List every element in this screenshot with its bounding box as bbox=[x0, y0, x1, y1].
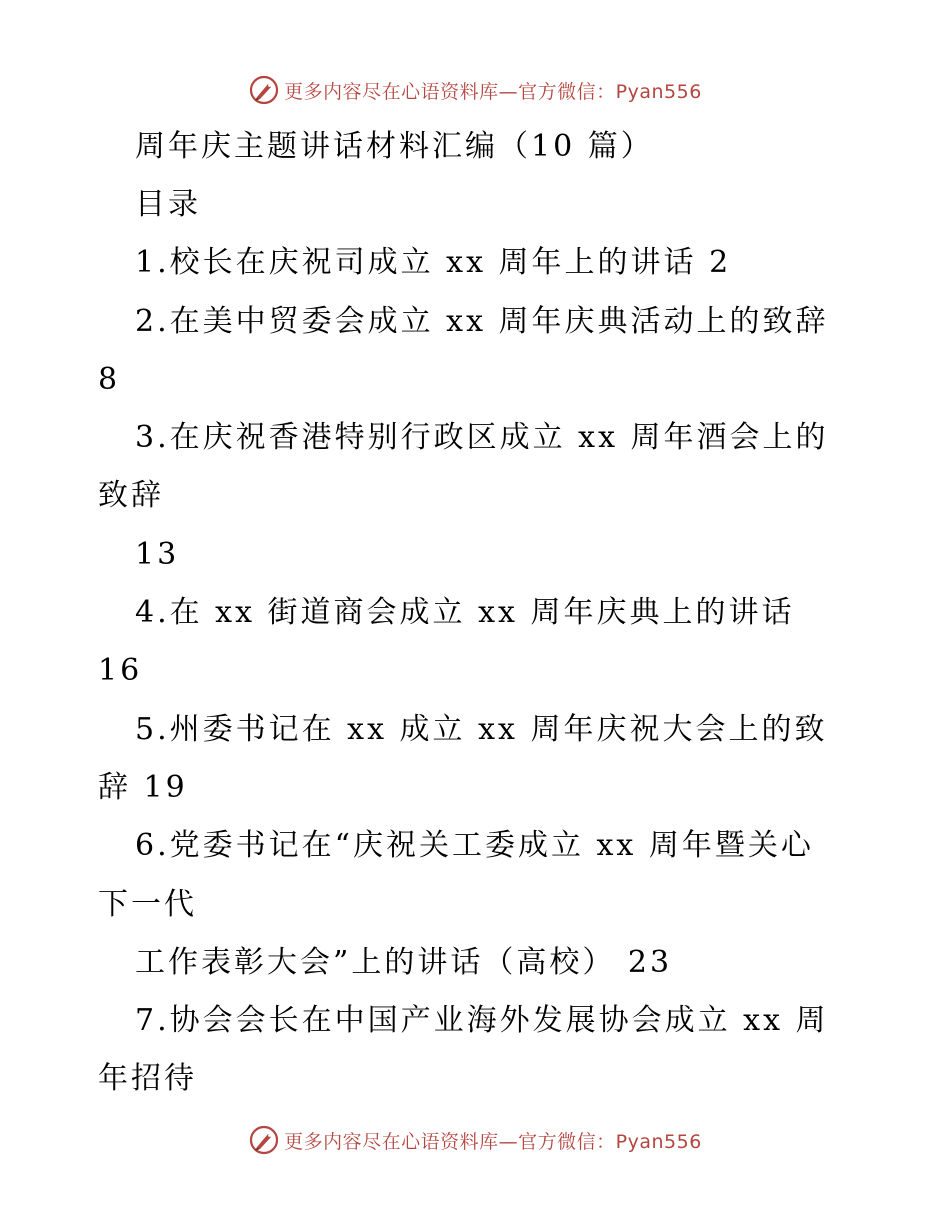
toc-entry-7: 7.协会会长在中国产业海外发展协会成立 xx 周 bbox=[135, 1003, 829, 1038]
pen-logo-icon bbox=[248, 74, 280, 106]
toc-entry-2-page: 8 bbox=[98, 362, 121, 397]
toc-entry-3: 3.在庆祝香港特别行政区成立 xx 周年酒会上的 bbox=[135, 420, 829, 455]
toc-entry-7-cont: 年招待 bbox=[98, 1061, 197, 1096]
toc-entry-1: 1.校长在庆祝司成立 xx 周年上的讲话 2 bbox=[135, 245, 732, 280]
header-watermark bbox=[0, 70, 950, 110]
document-title: 周年庆主题讲话材料汇编（10 篇） bbox=[135, 129, 654, 164]
toc-entry-5: 5.州委书记在 xx 成立 xx 周年庆祝大会上的致 bbox=[135, 712, 828, 747]
toc-entry-3-cont: 致辞 bbox=[98, 478, 164, 513]
toc-entry-6: 6.党委书记在“庆祝关工委成立 xx 周年暨关心 bbox=[135, 828, 814, 863]
toc-entry-4-page: 16 bbox=[98, 653, 143, 688]
toc-entry-4: 4.在 xx 街道商会成立 xx 周年庆典上的讲话 bbox=[135, 595, 795, 630]
toc-entry-3-page: 13 bbox=[135, 537, 180, 572]
toc-entry-2: 2.在美中贸委会成立 xx 周年庆典活动上的致辞 bbox=[135, 304, 829, 339]
pen-logo-icon bbox=[248, 1124, 280, 1156]
toc-heading: 目录 bbox=[135, 187, 201, 222]
toc-entry-5-cont: 辞 19 bbox=[98, 770, 188, 805]
footer-watermark bbox=[0, 1120, 950, 1160]
watermark-text: 更多内容尽在心语资料库—官方微信：Pyan556 bbox=[284, 80, 702, 103]
toc-entry-6-cont: 下一代 bbox=[98, 887, 197, 922]
toc-entry-6-cont-2: 工作表彰大会”上的讲话（高校） 23 bbox=[135, 945, 673, 980]
watermark-text: 更多内容尽在心语资料库—官方微信：Pyan556 bbox=[284, 1130, 702, 1153]
